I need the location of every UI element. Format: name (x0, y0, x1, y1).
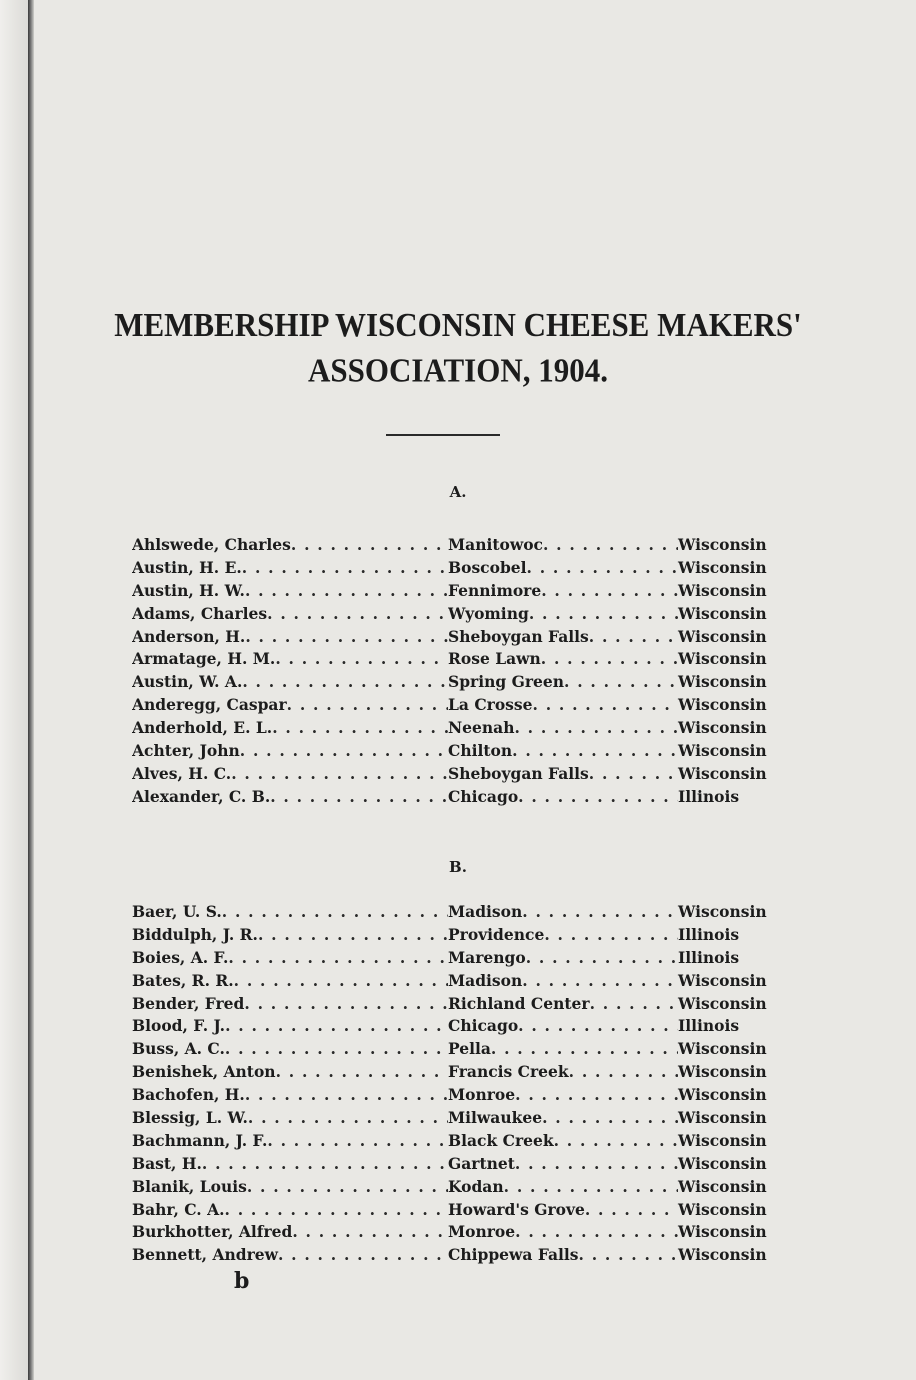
member-row (132, 786, 772, 809)
member-row (132, 947, 772, 970)
member-row (132, 763, 772, 786)
member-name: Achter, John (132, 741, 240, 761)
member-row (132, 671, 772, 694)
leader-dots (544, 924, 678, 947)
member-place: Spring Green (448, 672, 564, 692)
leader-dots (543, 534, 678, 557)
member-place-cell (448, 901, 678, 924)
member-row (132, 626, 772, 649)
member-row (132, 1176, 772, 1199)
member-place-cell (448, 694, 678, 717)
member-row (132, 534, 772, 557)
member-name: Alves, H. C. (132, 763, 232, 783)
member-place-cell (448, 1084, 678, 1107)
member-row (132, 1221, 772, 1244)
leader-dots (267, 1130, 448, 1153)
member-place-cell (448, 1244, 678, 1267)
member-name-cell (132, 534, 448, 557)
member-state: Wisconsin (678, 1199, 767, 1219)
member-row (132, 740, 772, 763)
member-row (132, 970, 772, 993)
section-heading-a: A. (449, 483, 467, 501)
member-row (132, 901, 772, 924)
member-place-cell (448, 1153, 678, 1176)
member-name: Buss, A. C. (132, 1039, 225, 1059)
leader-dots (240, 740, 448, 763)
member-place-cell (448, 924, 678, 947)
leader-dots (522, 970, 678, 993)
member-place: Marengo (448, 947, 526, 967)
member-name-cell (132, 603, 448, 626)
member-state: Illinois (678, 947, 740, 967)
member-name: Bachofen, H. (132, 1085, 245, 1105)
leader-dots (527, 557, 678, 580)
member-place: Rose Lawn (448, 649, 541, 669)
member-name-cell (132, 1244, 448, 1267)
leader-dots (287, 694, 448, 717)
member-row (132, 1130, 772, 1153)
book-spine-edge (28, 0, 34, 1380)
member-name: Biddulph, J. R. (132, 924, 258, 944)
member-place-cell (448, 1176, 678, 1199)
member-state: Wisconsin (678, 1062, 767, 1082)
member-name: Austin, H. W. (132, 580, 245, 600)
member-state: Wisconsin (678, 557, 767, 577)
member-name: Benishek, Anton (132, 1062, 276, 1082)
member-place-cell (448, 970, 678, 993)
member-name-cell (132, 901, 448, 924)
member-state: Wisconsin (678, 580, 767, 600)
member-place: Pella (448, 1039, 491, 1059)
member-name-cell (132, 557, 448, 580)
member-state: Wisconsin (678, 603, 767, 623)
member-place-cell (448, 947, 678, 970)
member-name: Austin, W. A. (132, 672, 243, 692)
member-name: Bates, R. R. (132, 970, 234, 990)
member-state: Wisconsin (678, 1153, 767, 1173)
member-name-cell (132, 671, 448, 694)
member-state: Wisconsin (678, 741, 767, 761)
leader-dots (590, 993, 678, 1016)
member-name: Burkhotter, Alfred (132, 1222, 293, 1242)
member-name-cell (132, 740, 448, 763)
member-place: Monroe (448, 1085, 516, 1105)
member-place: Sheboygan Falls (448, 763, 589, 783)
member-state: Wisconsin (678, 902, 767, 921)
signature-mark: b (234, 1268, 250, 1294)
member-name-cell (132, 1176, 448, 1199)
member-row (132, 603, 772, 626)
member-row (132, 1015, 772, 1038)
leader-dots (515, 1153, 678, 1176)
leader-dots (245, 580, 448, 603)
member-name-cell (132, 1153, 448, 1176)
member-place-cell (448, 671, 678, 694)
member-name: Blood, F. J. (132, 1016, 226, 1036)
leader-dots (275, 648, 448, 671)
member-name-cell (132, 1015, 448, 1038)
member-state: Wisconsin (678, 535, 767, 554)
member-place: Chicago (448, 786, 519, 806)
member-row (132, 1107, 772, 1130)
member-row (132, 1153, 772, 1176)
member-name-cell (132, 970, 448, 993)
member-place: Providence (448, 924, 545, 944)
leader-dots (529, 603, 678, 626)
member-row (132, 1038, 772, 1061)
member-place: Fennimore (448, 580, 542, 600)
leader-dots (231, 763, 448, 786)
leader-dots (564, 671, 678, 694)
member-place: Francis Creek (448, 1062, 569, 1082)
member-state: Illinois (678, 924, 740, 944)
member-name-cell (132, 1130, 448, 1153)
member-name: Anderegg, Caspar (132, 695, 287, 715)
leader-dots (504, 1176, 678, 1199)
member-place-cell (448, 1199, 678, 1222)
member-state: Illinois (678, 786, 740, 806)
member-name: Bender, Fred (132, 993, 245, 1013)
member-place: Chilton (448, 741, 513, 761)
leader-dots (228, 947, 448, 970)
member-state: Wisconsin (678, 993, 767, 1013)
leader-dots (272, 717, 448, 740)
member-place: Chippewa Falls (448, 1245, 579, 1265)
member-place: Kodan (448, 1176, 504, 1196)
member-state: Wisconsin (678, 626, 767, 646)
leader-dots (589, 626, 678, 649)
member-name-cell (132, 1107, 448, 1130)
member-row (132, 1061, 772, 1084)
page-margin-shadow (0, 0, 28, 1380)
member-place: Richland Center (448, 993, 590, 1013)
leader-dots (267, 603, 448, 626)
title-line-2: ASSOCIATION, 1904. (307, 351, 608, 390)
leader-dots (515, 1084, 678, 1107)
member-place-cell (448, 580, 678, 603)
leader-dots (244, 993, 448, 1016)
leader-dots (225, 1038, 448, 1061)
leader-dots (569, 1061, 678, 1084)
page-title (0, 303, 916, 394)
member-place-cell (448, 648, 678, 671)
member-list-a (132, 534, 772, 809)
member-name-cell (132, 1038, 448, 1061)
member-place: Milwaukee (448, 1108, 543, 1128)
member-place-cell (448, 786, 678, 809)
leader-dots (533, 694, 679, 717)
member-row (132, 1244, 772, 1267)
member-place: Wyoming (448, 603, 529, 623)
member-place: Madison (448, 970, 523, 990)
member-name: Blanik, Louis (132, 1176, 247, 1196)
member-row (132, 1084, 772, 1107)
member-name-cell (132, 1221, 448, 1244)
leader-dots (541, 648, 678, 671)
member-name-cell (132, 580, 448, 603)
member-name: Adams, Charles (132, 603, 268, 623)
member-name: Anderhold, E. L. (132, 718, 273, 738)
leader-dots (522, 901, 678, 924)
leader-dots (541, 580, 678, 603)
title-line-1: MEMBERSHIP WISCONSIN CHEESE MAKERS' (114, 305, 802, 344)
member-state: Wisconsin (678, 649, 767, 669)
member-name-cell (132, 717, 448, 740)
member-place-cell (448, 1107, 678, 1130)
member-place: Boscobel (448, 557, 527, 577)
member-row (132, 924, 772, 947)
leader-dots (526, 947, 678, 970)
leader-dots (245, 1084, 448, 1107)
member-name: Anderson, H. (132, 626, 246, 646)
leader-dots (225, 1199, 448, 1222)
member-list-b (132, 901, 772, 1267)
member-state: Wisconsin (678, 1222, 767, 1242)
member-place: Madison (448, 902, 523, 921)
leader-dots (247, 1176, 448, 1199)
member-place-cell (448, 1038, 678, 1061)
member-state: Wisconsin (678, 1130, 767, 1150)
member-name-cell (132, 694, 448, 717)
member-place-cell (448, 1130, 678, 1153)
member-name: Bennett, Andrew (132, 1245, 278, 1265)
leader-dots (589, 763, 678, 786)
member-name-cell (132, 924, 448, 947)
leader-dots (542, 1107, 678, 1130)
leader-dots (278, 1244, 448, 1267)
member-name: Austin, H. E. (132, 557, 242, 577)
title-divider (386, 434, 500, 436)
member-state: Wisconsin (678, 695, 767, 715)
leader-dots (245, 626, 448, 649)
member-name: Armatage, H. M. (132, 649, 276, 669)
member-place-cell (448, 534, 678, 557)
member-place: Manitowoc (448, 535, 543, 554)
member-state: Wisconsin (678, 1108, 767, 1128)
member-state: Wisconsin (678, 1085, 767, 1105)
member-place-cell (448, 993, 678, 1016)
member-name: Bachmann, J. F. (132, 1130, 268, 1150)
leader-dots (585, 1199, 678, 1222)
leader-dots (554, 1130, 678, 1153)
leader-dots (512, 740, 678, 763)
member-name: Bahr, C. A. (132, 1199, 225, 1219)
member-row (132, 993, 772, 1016)
member-place-cell (448, 740, 678, 763)
member-state: Wisconsin (678, 970, 767, 990)
member-row (132, 694, 772, 717)
member-name: Boies, A. F. (132, 947, 229, 967)
leader-dots (222, 901, 448, 924)
member-place: Sheboygan Falls (448, 626, 589, 646)
member-place: Neenah (448, 718, 515, 738)
member-state: Illinois (678, 1016, 740, 1036)
member-place-cell (448, 626, 678, 649)
leader-dots (276, 1061, 448, 1084)
leader-dots (291, 534, 448, 557)
member-name-cell (132, 1084, 448, 1107)
section-heading-b: B. (449, 858, 467, 876)
member-place-cell (448, 1015, 678, 1038)
member-name-cell (132, 1199, 448, 1222)
leader-dots (248, 1107, 448, 1130)
member-state: Wisconsin (678, 1245, 767, 1265)
leader-dots (518, 786, 678, 809)
member-name-cell (132, 648, 448, 671)
member-place-cell (448, 1061, 678, 1084)
member-name: Baer, U. S. (132, 902, 222, 921)
member-name: Bast, H. (132, 1153, 202, 1173)
member-place: Black Creek (448, 1130, 554, 1150)
member-state: Wisconsin (678, 718, 767, 738)
member-row (132, 580, 772, 603)
member-place-cell (448, 603, 678, 626)
leader-dots (270, 786, 448, 809)
member-state: Wisconsin (678, 1176, 767, 1196)
leader-dots (491, 1038, 678, 1061)
member-name-cell (132, 786, 448, 809)
leader-dots (242, 671, 448, 694)
leader-dots (515, 1221, 678, 1244)
member-place-cell (448, 717, 678, 740)
leader-dots (579, 1244, 678, 1267)
member-place: Chicago (448, 1016, 519, 1036)
leader-dots (242, 557, 448, 580)
member-place: Howard's Grove (448, 1199, 585, 1219)
member-name-cell (132, 947, 448, 970)
member-name-cell (132, 763, 448, 786)
member-state: Wisconsin (678, 763, 767, 783)
member-state: Wisconsin (678, 672, 767, 692)
leader-dots (518, 1015, 678, 1038)
member-row (132, 1199, 772, 1222)
member-name: Alexander, C. B. (132, 786, 271, 806)
leader-dots (514, 717, 678, 740)
member-state: Wisconsin (678, 1039, 767, 1059)
member-place: Monroe (448, 1222, 516, 1242)
member-place: Gartnet (448, 1153, 515, 1173)
member-name-cell (132, 993, 448, 1016)
member-name-cell (132, 1061, 448, 1084)
member-place-cell (448, 557, 678, 580)
member-row (132, 648, 772, 671)
member-name: Blessig, L. W. (132, 1108, 248, 1128)
member-place: La Crosse (448, 695, 533, 715)
member-place-cell (448, 1221, 678, 1244)
leader-dots (225, 1015, 448, 1038)
member-row (132, 717, 772, 740)
member-row (132, 557, 772, 580)
leader-dots (234, 970, 448, 993)
member-place-cell (448, 763, 678, 786)
leader-dots (202, 1153, 448, 1176)
leader-dots (258, 924, 448, 947)
member-name: Ahlswede, Charles (132, 535, 291, 554)
leader-dots (292, 1221, 448, 1244)
member-name-cell (132, 626, 448, 649)
